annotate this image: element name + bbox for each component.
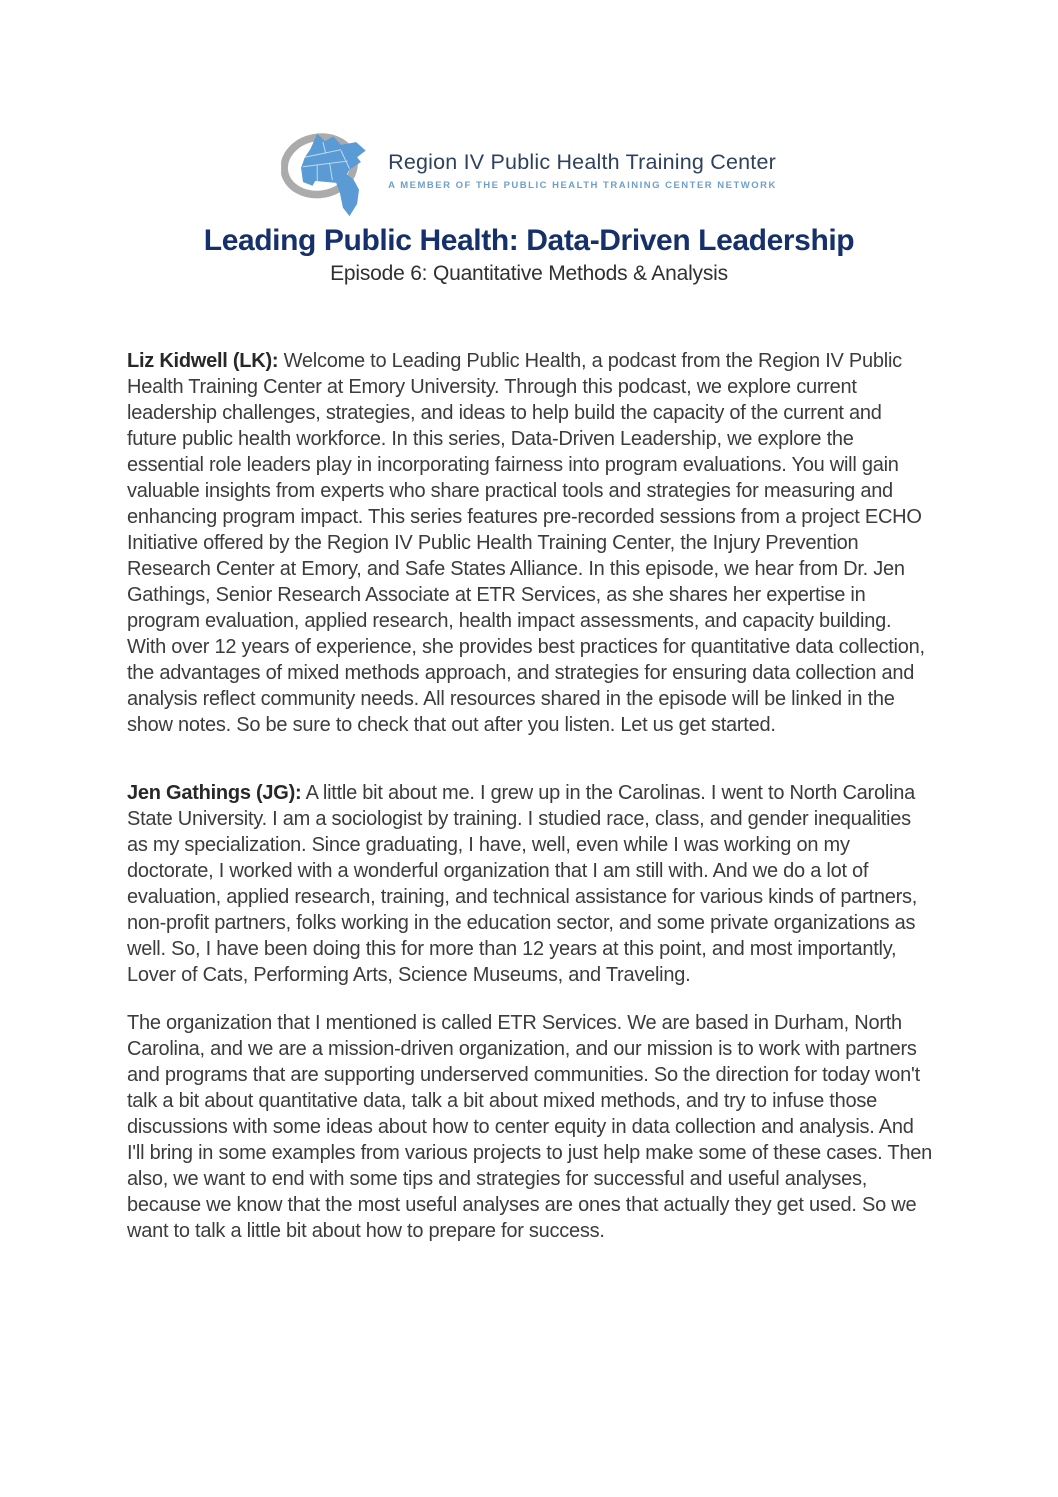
- region-iv-map-globe-icon: [281, 122, 376, 222]
- speaker-name: Jen Gathings (JG):: [127, 782, 302, 804]
- transcript-paragraph-liz-intro: [127, 348, 935, 738]
- transcript-body: [127, 348, 935, 1244]
- logo-org-name: Region IV Public Health Training Center: [388, 150, 776, 174]
- logo-tagline: A MEMBER OF THE PUBLIC HEALTH TRAINING CENTER NETWORK: [388, 179, 777, 191]
- transcript-paragraph-jen-org: [127, 1010, 935, 1244]
- logo-text: [388, 150, 777, 191]
- speech-text: A little bit about me. I grew up in the Carolinas. I went to North Carolina State University. I am a sociologist by training. I studied race, class, and gender inequalities as my specialization. Since graduating, I have, well, even while I was working on my doctorate, I worked with a wonderful organization that I am still with. And we do a lot of evaluation, applied research, training, and technical assistance for various kinds of partners, non-profit partners, folks working in the education sector, and some private organizations as well. So, I have been doing this for more than 12 years at this point, and most importantly, Lover of Cats, Performing Arts, Science Museums, and Traveling.: [127, 782, 918, 986]
- speech-text: Welcome to Leading Public Health, a podcast from the Region IV Public Health Training Center at Emory University. Through this podcast, we explore current leadership challenges, strategies, and ideas to help build the capacity of the current and future public health workforce. In this series, Data-Driven Leadership, we explore the essential role leaders play in incorporating fairness into program evaluations. You will gain valuable insights from experts who share practical tools and strategies for measuring and enhancing program impact. This series features pre-recorded sessions from a project ECHO Initiative offered by the Region IV Public Health Training Center, the Injury Prevention Research Center at Emory, and Safe States Alliance. In this episode, we hear from Dr. Jen Gathings, Senior Research Associate at ETR Services, as she shares her expertise in program evaluation, applied research, health impact assessments, and capacity building. With over 12 years of experience, she provides best practices for quantitative data collection, the advantages of mixed methods approach, and strategies for ensuring data collection and analysis reflect community needs. All resources shared in the episode will be linked in the show notes. So be sure to check that out after you listen. Let us get started.: [127, 350, 925, 736]
- speaker-name: Liz Kidwell (LK):: [127, 350, 279, 372]
- speech-text: The organization that I mentioned is called ETR Services. We are based in Durham, North Carolina, and we are a mission-driven organization, and our mission is to work with partners and programs that are supporting underserved communities. So the direction for today won't talk a bit about quantitative data, talk a bit about mixed methods, and try to infuse those discussions with some ideas about how to center equity in data collection and analysis. And I'll bring in some examples from various projects to just help make some of these cases. Then also, we want to end with some tips and strategies for successful and useful analyses, because we know that the most useful analyses are ones that actually they get used. So we want to talk a little bit about how to prepare for success.: [127, 1012, 933, 1242]
- page-title: Leading Public Health: Data-Driven Leadership: [203, 224, 855, 257]
- org-logo: [281, 122, 777, 222]
- transcript-paragraph-jen-about: [127, 780, 935, 988]
- page-subtitle: Episode 6: Quantitative Methods & Analysis: [330, 262, 728, 285]
